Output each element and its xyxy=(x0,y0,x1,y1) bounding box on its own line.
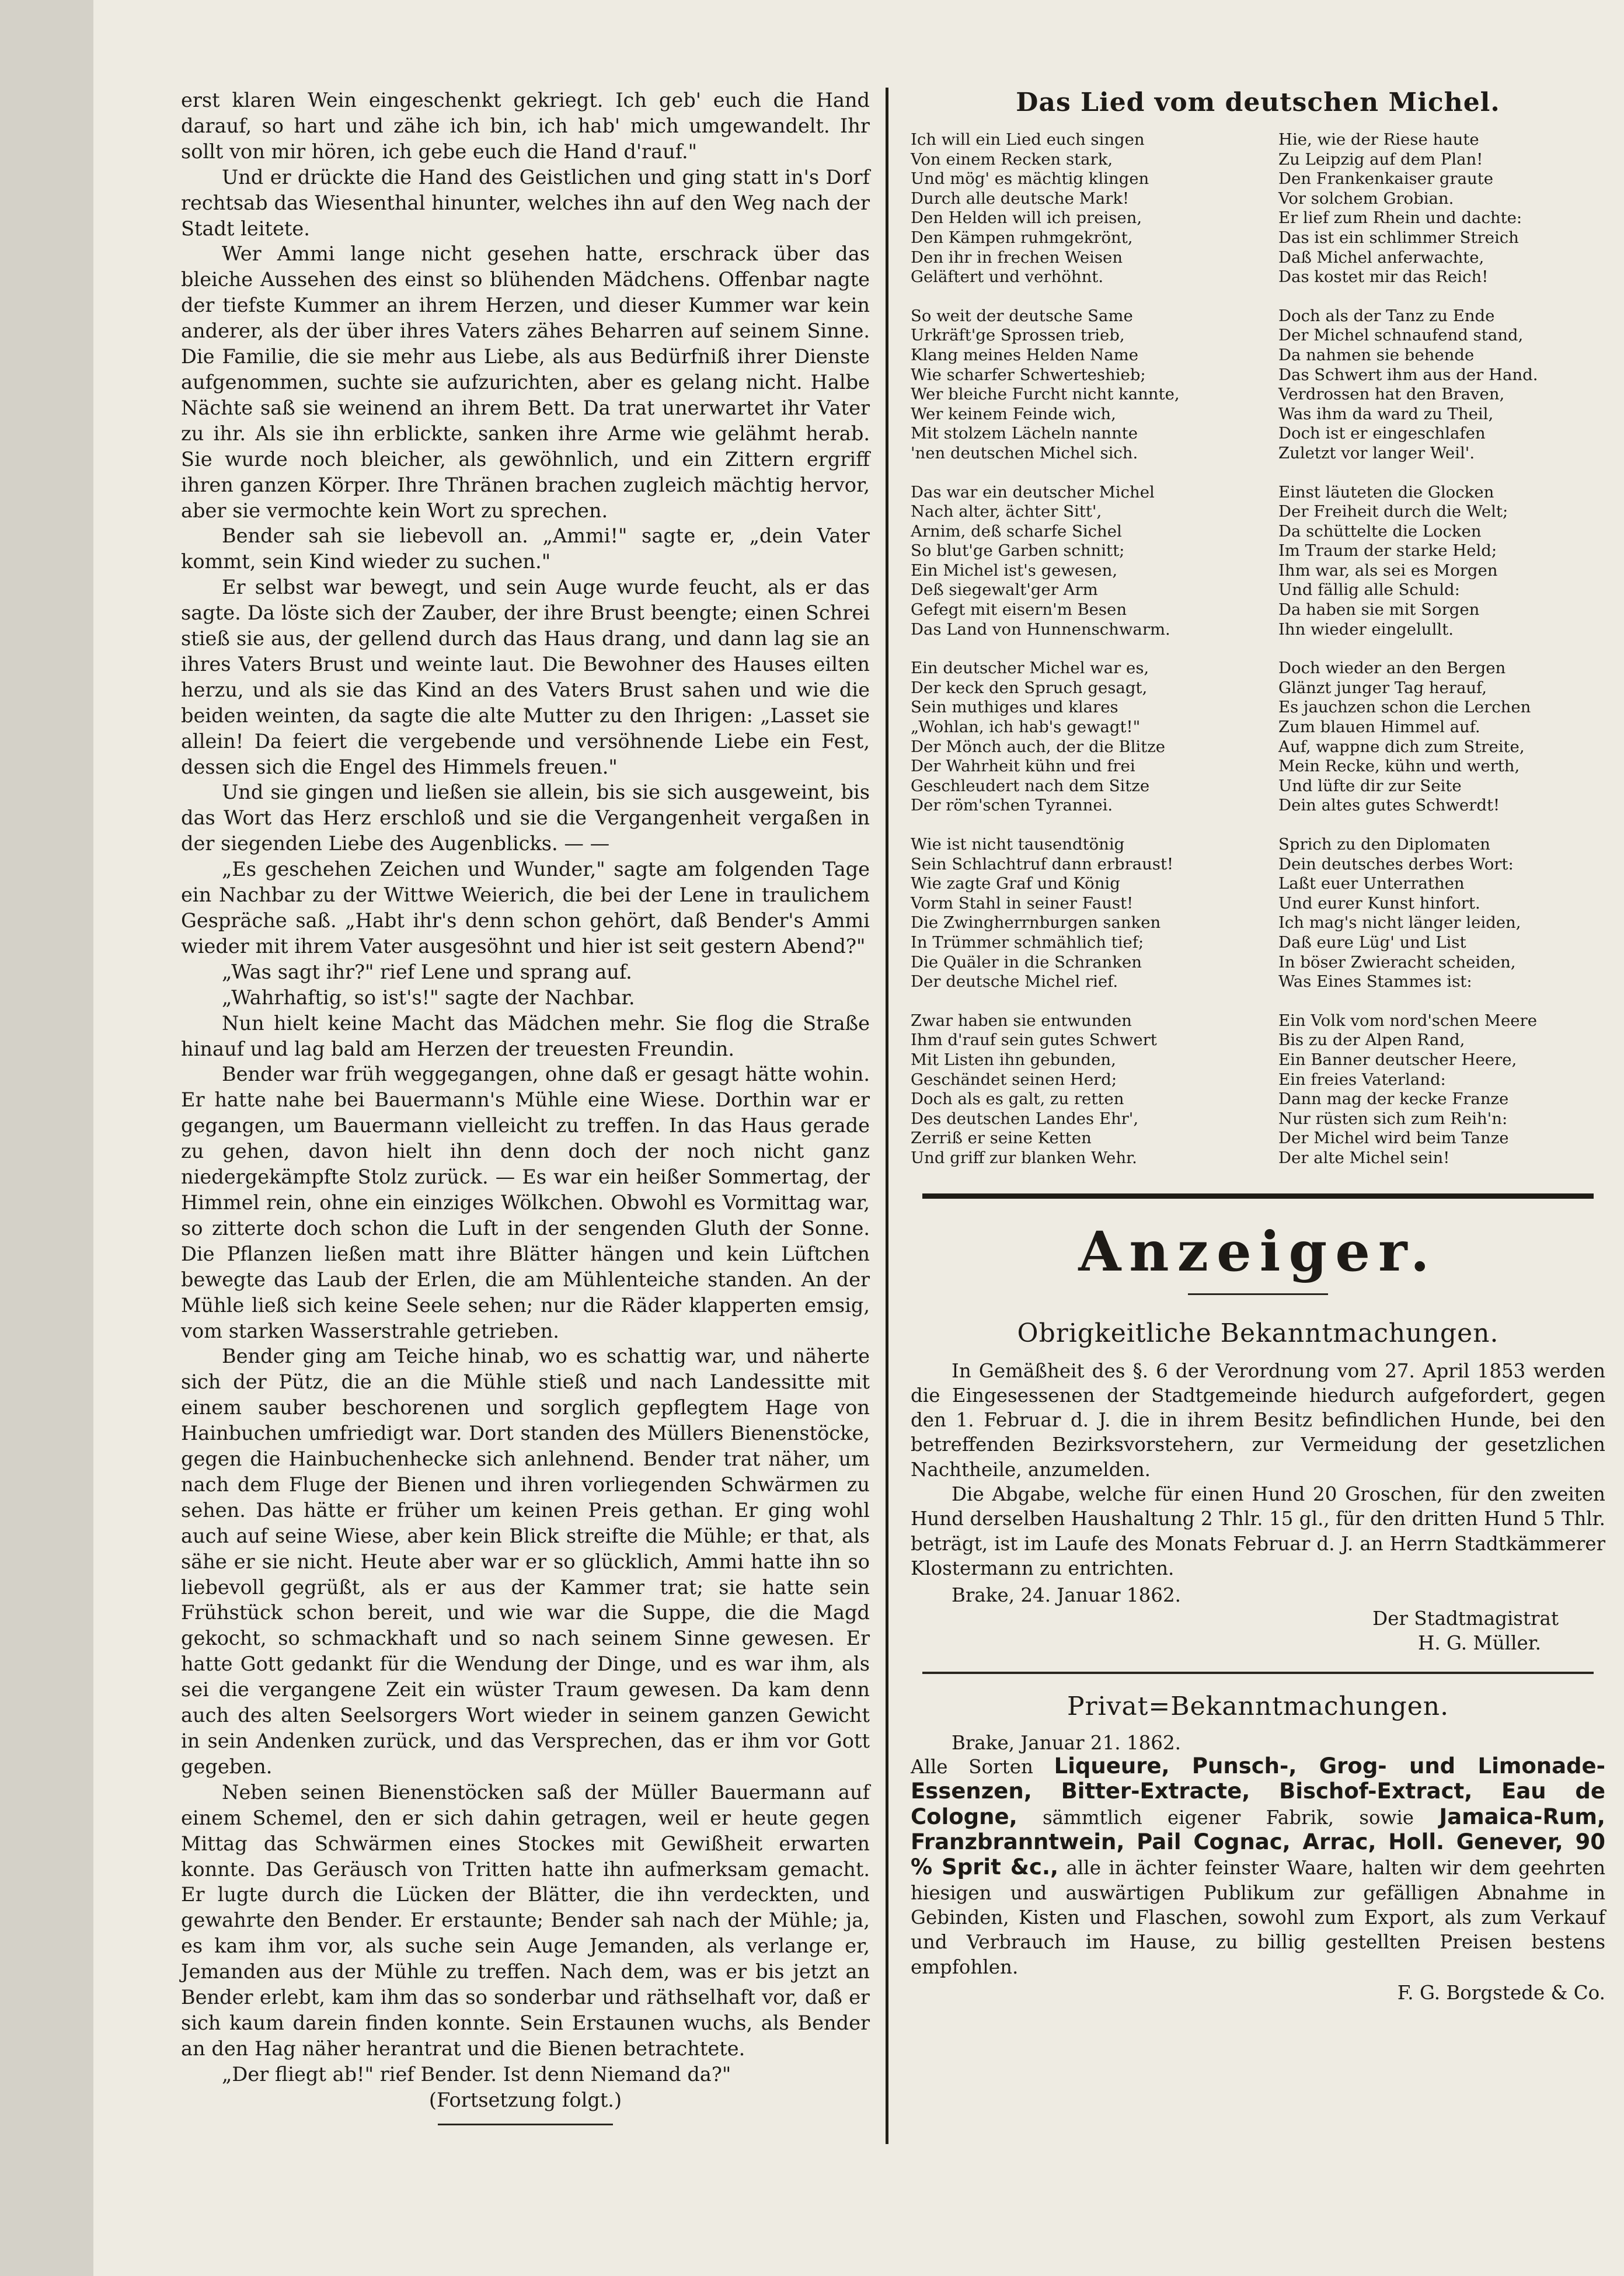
poem-line: Wie zagte Graf und König xyxy=(911,874,1120,893)
ad-products-liqueure: Liqueure, Punsch-, Grog- und Limonade-Essenzen, Bitter-Extracte, Bischof-Extract, Eau de Cologne, xyxy=(911,1753,1605,1829)
poem-line: Ein Banner deutscher Heere, xyxy=(1278,1050,1517,1069)
anzeiger-title: Anzeiger. xyxy=(1078,1219,1438,1284)
poem-line: Der Mönch auch, der die Blitze xyxy=(911,737,1165,756)
poem-line: Einst läuteten die Glocken xyxy=(1278,482,1494,502)
poem-line: Das Land von Hunnenschwarm. xyxy=(911,620,1170,639)
poem-stanza xyxy=(1278,130,1605,287)
poem-title: Das Lied vom deutschen Michel. xyxy=(1016,88,1500,117)
poem-line: Was ihm da ward zu Theil, xyxy=(1278,404,1494,423)
poem-line: Glänzt junger Tag herauf, xyxy=(1278,678,1487,697)
poem-line: Wer bleiche Furcht nicht kannte, xyxy=(911,385,1180,404)
poem-line: Dein deutsches derbes Wort: xyxy=(1278,854,1514,873)
advertisement-signature: F. G. Borgstede & Co. xyxy=(1397,1981,1605,2004)
ad-products-spirits: Jamaica-Rum, Franzbranntwein, Pail Cognac, Arrac, Holl. Genever, 90 % Sprit &c., xyxy=(911,1804,1605,1880)
poem-line: Den ihr in frechen Weisen xyxy=(911,248,1123,267)
private-notices-heading: Privat=Bekanntmachungen. xyxy=(1067,1692,1449,1722)
poem-line: Den Kämpen ruhmgekrönt, xyxy=(911,228,1133,247)
poem-line: So weit der deutsche Same xyxy=(911,306,1133,325)
official-notice-date: Brake, 24. Januar 1862. xyxy=(952,1584,1181,1607)
story-paragraph: „Der fliegt ab!" rief Bender. Ist denn Niemand da?" xyxy=(222,2062,731,2086)
advertisement-text xyxy=(911,1754,1605,1979)
poem-stanza xyxy=(1278,659,1605,816)
private-notice-date: Brake, Januar 21. 1862. xyxy=(952,1732,1181,1755)
poem-line: Mit stolzem Lächeln nannte xyxy=(911,424,1138,443)
official-notices-heading: Obrigkeitliche Bekanntmachungen. xyxy=(1017,1318,1499,1348)
poem-line: Dann mag der kecke Franze xyxy=(1278,1090,1509,1109)
poem-line: Mit Listen ihn gebunden, xyxy=(911,1050,1116,1069)
poem-line: Der alte Michel sein! xyxy=(1278,1148,1450,1167)
story-paragraph: Neben seinen Bienenstöcken saß der Müller Bauermann auf einem Schemel, den er sich dahin getragen, weil er heute gegen Mittag das Schwärmen eines Stockes mit Gewißheit erwarten konnte. Das Geräusch von Tritten hatte ihn aufmerksam gemacht. Er lugte durch die Lücken der Blätter, die ihn verdeckten, und gewahrte den Bender. Er erstaunte; Bender sah nach der Mühle; ja, es kam ihm vor, als suche sein Auge Jemanden, als verlange er, Jemanden aus der Mühle zu treffen. Nach dem, was er bis jetzt an Bender erlebt, kam ihm das so sonderbar und räthselhaft vor, daß er sich kaum darein finden konnte. Sein Erstaunen wuchs, als Bender an den Hag näher herantrat und die Bienen betrachtete. xyxy=(181,1780,870,2060)
story-column xyxy=(181,88,870,2125)
story-paragraph: „Was sagt ihr?" rief Lene und sprang auf. xyxy=(222,960,632,983)
ad-mid: sämmtlich eigener Fabrik, sowie xyxy=(1042,1806,1414,1829)
section-divider-rule xyxy=(922,1193,1594,1199)
poem-stanza xyxy=(911,130,1268,287)
poem-line: Arnim, deß scharfe Sichel xyxy=(911,521,1122,541)
official-notice-signer: Der Stadtmagistrat xyxy=(1372,1607,1559,1630)
story-paragraph: Bender war früh weggegangen, ohne daß er gesagt hätte wohin. Er hatte nahe bei Bauermann's Mühle eine Wiese. Dorthin war er gegangen, um Bauermann vielleicht zu treffen. In das Haus gerade zu gehen, davon hielt ihn denn doch der noch nicht ganz niedergekämpfte Stolz zurück. — Es war ein heißer Sommertag, der Himmel rein, ohne ein einziges Wölkchen. Obwohl es Vormittag war, so zitterte doch schon die Luft in der sengenden Gluth der Sonne. Die Pflanzen ließen matt ihre Blätter hängen und kein Lüftchen bewegte das Laub der Erlen, die am Mühlenteiche standen. An der Mühle ließ sich keine Seele sehen; nur die Räder klapperten emsig, vom starken Wasserstrahle getrieben. xyxy=(181,1063,870,1342)
poem-stanza xyxy=(911,835,1268,992)
poem-line: 'nen deutschen Michel sich. xyxy=(911,443,1138,462)
poem-line: Wie scharfer Schwerteshieb; xyxy=(911,365,1146,384)
poem-line: Die Zwingherrnburgen sanken xyxy=(911,913,1161,932)
poem-body xyxy=(911,130,1605,1188)
poem-line: Da schüttelte die Locken xyxy=(1278,521,1482,541)
poem-line: Sein Schlachtruf dann erbraust! xyxy=(911,854,1174,873)
poem-line: Den Frankenkaiser graute xyxy=(1278,169,1494,189)
poem-line: Das kostet mir das Reich! xyxy=(1278,267,1489,287)
poem-stanza xyxy=(1278,307,1605,464)
poem-line: Das Schwert ihm aus der Hand. xyxy=(1278,365,1538,384)
poem-line: Auf, wappne dich zum Streite, xyxy=(1278,737,1525,756)
official-notice-signature: H. G. Müller. xyxy=(1418,1632,1541,1655)
poem-line: Da nahmen sie behende xyxy=(1278,345,1475,364)
poem-line: Der Freiheit durch die Welt; xyxy=(1278,502,1508,521)
poem-line: Durch alle deutsche Mark! xyxy=(911,189,1130,208)
poem-line: Doch als der Tanz zu Ende xyxy=(1278,306,1495,325)
poem-stanza xyxy=(911,1011,1268,1168)
poem-line: Klang meines Helden Name xyxy=(911,345,1138,364)
column-divider xyxy=(886,88,888,2144)
poem-line: Der Michel wird beim Tanze xyxy=(1278,1129,1509,1148)
poem-stanza xyxy=(911,307,1268,464)
poem-line: Ein Michel ist's gewesen, xyxy=(911,561,1118,580)
poem-line: Er lief zum Rhein und dachte: xyxy=(1278,208,1522,228)
poem-line: Ich will ein Lied euch singen xyxy=(911,130,1145,149)
poem-line: Doch ist er eingeschlafen xyxy=(1278,424,1486,443)
poem-line: Geläftert und verhöhnt. xyxy=(911,267,1104,287)
poem-line: So blut'ge Garben schnitt; xyxy=(911,541,1125,561)
poem-line: Wer keinem Feinde wich, xyxy=(911,404,1116,423)
poem-line: „Wohlan, ich hab's gewagt!" xyxy=(911,718,1141,737)
poem-line: Das ist ein schlimmer Streich xyxy=(1278,228,1519,247)
poem-line: In Trümmer schmählich tief; xyxy=(911,932,1144,952)
poem-line: Und griff zur blanken Wehr. xyxy=(911,1148,1137,1167)
poem-line: Daß eure Lüg' und List xyxy=(1278,932,1466,952)
poem-line: In böser Zwieracht scheiden, xyxy=(1278,952,1516,972)
poem-stanza xyxy=(1278,1011,1605,1168)
poem-line: Geschleudert nach dem Sitze xyxy=(911,776,1150,795)
poem-stanza xyxy=(911,483,1268,640)
story-paragraph: erst klaren Wein eingeschenkt gekriegt. Ich geb' euch die Hand darauf, so hart und zähe ich bin, ich hab' mich umgewandelt. Ihr sollt von mir hören, ich gebe euch die Hand d'rauf." xyxy=(181,89,870,163)
ad-intro: Alle Sorten xyxy=(911,1756,1033,1779)
poem-line: Der Michel schnaufend stand, xyxy=(1278,326,1524,345)
story-paragraph: Nun hielt keine Macht das Mädchen mehr. Sie flog die Straße hinauf und lag bald am Herzen der treuesten Freundin. xyxy=(181,1011,870,1060)
poem-line: Der röm'schen Tyrannei. xyxy=(911,796,1113,815)
poem-line: Daß Michel anferwachte, xyxy=(1278,248,1484,267)
official-notice-paragraph: Die Abgabe, welche für einen Hund 20 Groschen, für den zweiten Hund derselben Haushaltung 2 Thlr. 15 gl., für den dritten Hund 5 Thlr. beträgt, ist im Laufe des Monats Februar d. J. an Herrn Stadtkämmerer Klostermann zu entrichten. xyxy=(911,1482,1605,1579)
poem-line: Ich mag's nicht länger leiden, xyxy=(1278,913,1521,932)
poem-line: Der keck den Spruch gesagt, xyxy=(911,678,1148,697)
story-paragraph: „Es geschehen Zeichen und Wunder," sagte am folgenden Tage ein Nachbar zu der Wittwe Weierich, die bei der Lene in traulichem Gespräche saß. „Habt ihr's denn schon gehört, daß Bender's Ammi wieder mit ihrem Vater ausgesöhnt und hier ist seit gestern Abend?" xyxy=(181,858,870,958)
poem-line: Da haben sie mit Sorgen xyxy=(1278,600,1480,620)
poem-line: Zerriß er seine Ketten xyxy=(911,1129,1092,1148)
poem-line: Vorm Stahl in seiner Faust! xyxy=(911,893,1134,913)
poem-line: Doch wieder an den Bergen xyxy=(1278,659,1506,678)
poem-line: Mein Recke, kühn und werth, xyxy=(1278,757,1520,776)
poem-line: Hie, wie der Riese haute xyxy=(1278,130,1479,149)
story-paragraph: Bender sah sie liebevoll an. „Ammi!" sagte er, „dein Vater kommt, sein Kind wieder zu suchen." xyxy=(181,524,870,573)
notice-divider-rule xyxy=(922,1672,1594,1674)
story-paragraph: Er selbst war bewegt, und sein Auge wurde feucht, als er das sagte. Da löste sich der Zauber, der ihre Brust beengte; einen Schrei stieß sie aus, der gellend durch das Haus drang, und dann lag sie an ihres Vaters Brust und weinte laut. Die Bewohner des Hauses eilten herzu, und als sie das Kind an des Vaters Brust sahen und wie die beiden weinten, da sagte die alte Mutter zu den Ihrigen: „Lasset sie allein! Da feiert die vergebende und versöhnende Liebe ein Fest, dessen sich die Engel des Himmels freuen." xyxy=(181,576,870,778)
poem-line: Nur rüsten sich zum Reih'n: xyxy=(1278,1109,1508,1128)
continuation-note: (Fortsetzung folgt.) xyxy=(428,2088,622,2111)
story-paragraph: Wer Ammi lange nicht gesehen hatte, erschrack über das bleiche Aussehen des einst so blühenden Mädchens. Offenbar nagte der tiefste Kummer an ihrem Herzen, und dieser Kummer war kein anderer, als der über ihres Vaters zähes Beharren auf seinem Sinne. Die Familie, die sie mehr aus Liebe, als aus Bedürfniß ihrer Dienste aufgenommen, suchte sie aufzurichten, aber es gelang nicht. Halbe Nächte saß sie weinend an ihrem Bett. Da trat unerwartet ihr Vater zu ihr. Als sie ihn erblickte, sanken ihre Arme wie gelähmt herab. Sie wurde noch bleicher, als gewöhnlich, und ein Zittern ergriff ihren ganzen Körper. Ihre Thränen brachen zugleich mächtig hervor, aber sie vermochte kein Wort zu sprechen. xyxy=(181,242,870,522)
story-paragraph: Und sie gingen und ließen sie allein, bis sie sich ausgeweint, bis das Wort das Herz erschloß und sie die Vergangenheit vergaßen in der siegenden Liebe des Augenblicks. — — xyxy=(181,781,870,855)
poem-line: Die Quäler in die Schranken xyxy=(911,952,1142,972)
poem-right-half xyxy=(1278,130,1605,1188)
poem-line: Sein muthiges und klares xyxy=(911,698,1118,717)
poem-line: Zuletzt vor langer Weil'. xyxy=(1278,443,1475,462)
poem-line: Im Traum der starke Held; xyxy=(1278,541,1497,561)
poem-line: Bis zu der Alpen Rand, xyxy=(1278,1031,1465,1050)
poem-line: Ein Volk vom nord'schen Meere xyxy=(1278,1011,1537,1030)
story-paragraph: Bender ging am Teiche hinab, wo es schattig war, und näherte sich der Pütz, die an die Mühle stieß und nach Landessitte mit einem sauber beschorenen und sorglich gepflegtem Hage von Hainbuchen umfriedigt war. Dort standen des Müllers Bienenstöcke, gegen die Hainbuchenhecke sich anlehnend. Bender trat näher, um nach dem Fluge der Bienen und ihren vorliegenden Schwärmen zu sehen. Das hätte er früher um keinen Preis gethan. Er ging wohl auch auf seine Wiese, aber kein Blick streifte die Mühle; er that, als sähe er sie nicht. Heute aber war er so glücklich, Ammi hatte ihn so liebevoll gegrüßt, als er aus der Kammer trat; sie hatte sein Frühstück schon bereit, und wie war die Suppe, die die Magd gekocht, so schmackhaft und so nach seinem Sinne gewesen. Er hatte Gott gedankt für die Wendung der Dinge, und es war ihm, als sei die vergangene Zeit ein wüster Traum gewesen. Da kam denn auch des alten Seelsorgers Wort wieder in seinem ganzen Gewicht in sein Andenken zurück, und das Versprechen, das er ihm vor Gott gegeben. xyxy=(181,1345,870,1778)
official-notice-paragraph: In Gemäßheit des §. 6 der Verordnung vom 27. April 1853 werden die Eingesessenen der Stadtgemeinde hiedurch aufgefordert, gegen den 1. Februar d. J. die in ihrem Besitz befindlichen Hunde, bei den betreffenden Bezirksvorstehern, zur Vermeidung der gesetzlichen Nachtheile, anzumelden. xyxy=(911,1359,1605,1481)
poem-stanza xyxy=(1278,483,1605,640)
poem-line: Es jauchzen schon die Lerchen xyxy=(1278,698,1531,717)
poem-line: Und fällig alle Schuld: xyxy=(1278,580,1460,600)
poem-line: Des deutschen Landes Ehr', xyxy=(911,1109,1139,1128)
story-paragraph: Und er drückte die Hand des Geistlichen und ging statt in's Dorf rechtsab das Wiesenthal hinunter, welches ihn auf den Weg nach der Stadt leitete. xyxy=(181,165,870,240)
poem-left-half xyxy=(911,130,1268,1188)
poem-line: Ihm war, als sei es Morgen xyxy=(1278,561,1498,580)
poem-line: Geschändet seinen Herd; xyxy=(911,1070,1117,1089)
poem-line: Zwar haben sie entwunden xyxy=(911,1011,1132,1030)
poem-line: Der deutsche Michel rief. xyxy=(911,972,1118,991)
poem-line: Von einem Recken stark, xyxy=(911,149,1113,169)
poem-line: Gefegt mit eisern'm Besen xyxy=(911,600,1127,620)
poem-line: Urkräft'ge Sprossen trieb, xyxy=(911,326,1125,345)
right-column xyxy=(911,88,1605,2004)
poem-line: Verdrossen hat den Braven, xyxy=(1278,385,1505,404)
poem-line: Laßt euer Unterrathen xyxy=(1278,874,1465,893)
poem-line: Ihn wieder eingelullt. xyxy=(1278,620,1454,639)
story-end-rule xyxy=(438,2124,613,2125)
ad-tail: alle in ächter feinster Waare, halten wir dem geehrten hiesigen und auswärtigen Publikum zur gefälligen Abnahme in Gebinden, Kisten und Flaschen, sowohl zum Export, als zum Verkauf und Verbrauch im Hause, zu billig gestellten Preisen bestens empfohlen. xyxy=(911,1857,1606,1978)
short-rule xyxy=(1188,1293,1328,1295)
poem-line: Sprich zu den Diplomaten xyxy=(1278,835,1490,854)
poem-line: Das war ein deutscher Michel xyxy=(911,482,1155,502)
poem-line: Und mög' es mächtig klingen xyxy=(911,169,1149,189)
poem-line: Dein altes gutes Schwerdt! xyxy=(1278,796,1500,815)
poem-line: Ein freies Vaterland: xyxy=(1278,1070,1446,1089)
poem-line: Vor solchem Grobian. xyxy=(1278,189,1454,208)
poem-line: Ein deutscher Michel war es, xyxy=(911,659,1149,678)
poem-line: Den Helden will ich preisen, xyxy=(911,208,1142,228)
poem-line: Und eurer Kunst hinfort. xyxy=(1278,893,1480,913)
poem-line: Zum blauen Himmel auf. xyxy=(1278,718,1480,737)
poem-line: Der Wahrheit kühn und frei xyxy=(911,757,1135,776)
story-paragraph: „Wahrhaftig, so ist's!" sagte der Nachbar. xyxy=(222,986,635,1009)
poem-line: Zu Leipzig auf dem Plan! xyxy=(1278,149,1483,169)
poem-line: Und lüfte dir zur Seite xyxy=(1278,776,1462,795)
poem-line: Was Eines Stammes ist: xyxy=(1278,972,1472,991)
poem-line: Doch als es galt, zu retten xyxy=(911,1090,1124,1109)
poem-line: Deß siegewalt'ger Arm xyxy=(911,580,1098,600)
poem-line: Nach alter, ächter Sitt', xyxy=(911,502,1102,521)
poem-stanza xyxy=(1278,835,1605,992)
poem-line: Ihm d'rauf sein gutes Schwert xyxy=(911,1031,1157,1050)
poem-line: Wie ist nicht tausendtönig xyxy=(911,835,1125,854)
poem-stanza xyxy=(911,659,1268,816)
